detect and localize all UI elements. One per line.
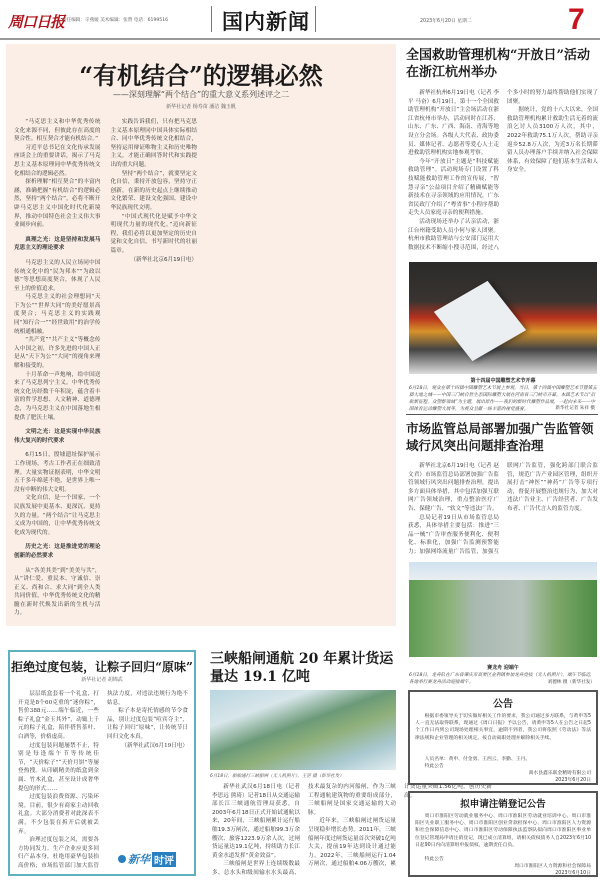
paragraph: 过度包装浪费资源、污染环境。目前，很少有商家主动回收礼盒。大部分消费者对此深表不满，不少包装在拆开后就被丢弃。 [18, 794, 99, 835]
main-article-title: “有机结合”的逻辑必然 [79, 61, 323, 90]
deregistration-notice-date: 2023年6月10日 [555, 871, 591, 876]
market-title: 市场监管总局部署加强广告监管领域行风突出问题排查治理 [406, 421, 594, 453]
main-article-body [14, 118, 390, 620]
paragraph: （新华社武汉6月19日电） [121, 742, 188, 749]
paragraph: （新华社北京6月19日电） [130, 256, 197, 263]
paragraph: 治理过度包装之风，需要各方协同发力。生产企业应更多回归产品本身，杜绝用豪华包装抬高价格；市场监管部门加大监管执法力度，对违法违规行为绝不姑息。 [18, 691, 188, 869]
paragraph: 周口市淮阳区劳动就业服务中心、周口市淮阳区劳动就业培训中心、周口市淮阳区失业职工服务中心、周口市淮阳区创业贷款担保中心、周口市淮阳区人力资源和社会保障信息中心、周口市淮阳区劳动保障执法监察队拟向周口市淮阳区事业单位登记管理局申请注销登记，现已成立清算组，请相关债权债务人自2023年6月10日起90日内向清算组申报债权，逾期责任自负。 [415, 814, 591, 848]
dragon-boat-photo-title: 赛龙舟 迎端午 [487, 665, 519, 671]
paragraph: 6月15日，殷墟遗址保护展示工作现场，考古工作者正在细致清理。大量实物证据表明，中华文明五千多年绵延不绝，是世界上唯一没有中断的伟大文明。 [14, 452, 101, 493]
paragraph: 近年来，三峡船闸过闸货运量呈现稳步增长态势。2011年，三峡船闸年度过闸货运量首次突破1亿吨大关，提前19年达到设计通过能力。2022年，三峡船闸运行1.04万闸次，通过船舶4.06万艘次，累计货运量突破1.56亿吨，创历史新高。 [308, 784, 492, 868]
sculpture-photo-caption: 6月18日，观众在第十四届中国雕塑艺术节展上参观。当日，第十四届中国雕塑艺术节暨第五届大地之城——中国三门峡自然生态国际雕塑大展在河南省三门峡市开幕。本届艺术节以“启航新征程，众塑新领域”为主题，展出原作——我们的新时代雕塑作品展，一起向未来——中国体育运动雕塑大展等，为观众呈献一场丰富的视觉盛宴。 [409, 386, 597, 412]
paragraph: “中国式现代化是赋予中华文明现代力量的现代化。”迈向新征程，我们必将以更加坚定的历史自觉和文化自信，书写新时代的壮丽篇章。 [110, 213, 197, 254]
notice-date: 2023年6月20日 [555, 778, 591, 783]
paragraph: 真理之光：这是坚持和发展马克思主义的理论要求 [14, 236, 101, 252]
paragraph: 坚持“两个结合”，就要坚定文化自信，秉持开放包容，坚持守正创新，在新的历史起点上继续推动文化繁荣、建设文化强国、建设中华民族现代文明。 [110, 170, 197, 211]
sculpture-photo-title: 第十四届中国雕塑艺术节开幕 [470, 378, 536, 384]
masthead-rule [0, 38, 600, 40]
sculpture-photo [409, 262, 597, 374]
section-divider-right [315, 6, 316, 32]
paragraph: 粽子本是寄托情感的节令食品，别让过度包装“喧宾夺主”，让粽子回归“原味”，让传统节日回归文化本真。 [107, 708, 188, 740]
packaging-title: 拒绝过度包装，让粽子回归“原味” [11, 660, 193, 674]
notice-title: 公告 [493, 699, 513, 710]
notice-box [408, 690, 598, 785]
section-title: 国内新闻 [222, 9, 310, 34]
right-divider [406, 414, 598, 415]
dragon-boat-photo [409, 562, 597, 657]
paragraph: 今年“开放日”主题是“科技赋能救助管理”。活动现场专门设置了科技赋能救助管理工作的宣传展，“智慧寻亲”公益项目介绍了精确赋能等新技术在寻亲领域的应用情况，广东省民政厅介绍了“粤省事”小程序帮助走失人员家庭寻亲的便利措施。 [408, 158, 499, 217]
paragraph: 新华社北京6月19日电（记者 赵文君）市场监管总局部署加强广告监管领域行风突出问题排查治理，提出多方面具体举措，其中包括加强互联网广告领域治理，重点整治医疗广告、保健广告、“软文”等违法广告。 [408, 463, 499, 512]
paragraph: 根据市委领导关于切实做好相关工作的要求，我公司通过多方联系，与黄申等5人一直无法取得联系，现通过《周口日报》予以公告，请黄申等5人在公告之日起5个工作日内到公司现场处理相关事宜，逾期不到者，我公司将依照《劳动法》等法律法规和企业管理的相关规定，按自动离职处理并解除相关手续。 [415, 714, 591, 741]
paragraph: “马克思主义和中华优秀传统文化来源不同，但彼此存在高度的契合性。相互契合才能有机结合。” [14, 119, 101, 143]
paragraph: 总局记者19日从市场监管总局获悉，具体举措主要包括：推进“三品一械”广告审查服务便利化、便利化、标准化，加强广告监测预警能力；加强网络流量广告监管，加强互联网广告监管，强化跨部门联合监管，规范广告产业园区管理，组织开展打击“神医”“神药”广告等专项行动，督促开展整治违规行为，加大对违法广告业主、广告经营者、广告发布者、广告代言人的监管力度。 [408, 463, 598, 555]
paragraph: 从“各美其美”到“美美与共”，从“讲仁爱、重民本、守诚信、崇正义、尚和合、求大同”到全人类共同价值，中华优秀传统文化的精髓在新时代焕发出新的生机与活力。 [14, 567, 101, 617]
paragraph: 据统计，党的十八大以来，全国救助管理机构累计救助生活无着的流浪乞讨人员3100万人次，其中，2022年救助75.1万人次，帮助寻亲返乡52.8万人次，为近3万名长期滞留人员办理落户手续并纳入社会保障体系，有效保障了他们基本生活和人身安全。 [507, 107, 598, 174]
deregistration-notice-signer: 周口市淮阳区人力资源和社会保障局 [514, 864, 591, 869]
paragraph: 新华社武汉6月18日电（记者 李思远 熊琦）记者18日从交通运输部长江三峡通航管理局获悉，自2003年6月18日正式开始试通航以来，20年间，三峡船闸累计运行船舶19.3万闸次，通过船舶99.3万余艘次、旅客1223.9万余人次，过闸货运量达19.1亿吨，持续助力长江黄金水道发挥“黄金效益”。 [212, 784, 300, 859]
xinhua-logo-text: 新华 [128, 853, 150, 866]
paragraph: 探析理解“相互契合”的丰富内涵，准确把握“有机结合”的逻辑必然，坚持“两个结合”，必将不断开辟马克思主义中国化时代化新境界，推动中国特色社会主义伟大事业阔步向前。 [14, 179, 101, 229]
packaging-byline: 新华社记者 胡锦武 [81, 677, 123, 683]
xinhua-commentary-logo [118, 851, 176, 867]
paragraph: 活动现场还举办了认亲活动，浙江台州籍受助人员小何与家人团聚。杭州市救助管理站与公安部门运用大数据技术不断缩小搜寻范围，经过八个多小时的努力最终帮助他们实现了团聚。 [408, 90, 598, 251]
market-body [408, 462, 598, 558]
notice-names: 人员名单：黄申、付金勇、王西云、李勤、王丹。 [424, 757, 531, 762]
notice-closing: 特此公告 [424, 764, 444, 769]
sculpture-cube [434, 281, 526, 361]
dragon-boat-credit: 刘德林 摄（新华社发） [547, 680, 595, 685]
three-gorges-caption: 6月18日，船舶通行三峡船闸（无人机照片）。王罡 摄（新华社发） [210, 774, 344, 779]
notice-body [415, 713, 591, 756]
deregistration-notice-body [415, 813, 591, 856]
main-article [6, 44, 396, 626]
paragraph: 马克思主义的社会理想同“天下为公”“世界大同”的美好愿景高度契合；马克思主义的实践观同“知行合一”“经世致用”的治学传统相通相融。 [14, 294, 101, 335]
dragon-boat-caption: 6月18日，龙舟队在广东省肇庆市高要区金利镇参加龙舟竞技（无人机照片）。端午节临近，各地举行赛龙舟活动迎接端午。 [409, 673, 595, 685]
paragraph: 实践告诉我们，只有把马克思主义基本原理同中国具体实际相结合、同中华优秀传统文化相结合，坚持运用辩证唯物主义和历史唯物主义，才能正确回答时代和实践提出的重大问题。 [110, 119, 197, 168]
paragraph: 文化自信，是一个国家、一个民族发展中更基本、更深沉、更持久的力量。“两个结合”让马克思主义成为中国的，让中华优秀传统文化成为现代的。 [14, 495, 101, 536]
packaging-commentary-box [8, 650, 196, 876]
main-article-subtitle: ——深刻理解“两个结合”的重大意义系列述评之二 [112, 90, 290, 99]
sculpture-photo-credit: 新华社记者 朱祥 摄 [555, 406, 595, 411]
deregistration-notice-box [408, 791, 598, 877]
three-gorges-photo [210, 690, 396, 770]
page-number: 7 [568, 3, 585, 36]
issue-date: 2023年6月20日 星期二 [420, 19, 472, 24]
xinhua-globe-icon [118, 855, 126, 863]
paragraph: 马克思主义的人民立场同中国传统文化中的“民为邦本”“为政以德”等思想高度契合，体现了人民至上的价值追求。 [14, 259, 101, 292]
editor-info: 责任编辑：辛燕媛 美术编辑：张赞 电话：6199516 [62, 18, 169, 23]
photo-sky [409, 562, 597, 580]
notice-signer: 商水县鑫乐联金精铸有限公司 [528, 771, 591, 776]
paragraph: 文明之光：这是实现中华民族伟大复兴的时代要求 [14, 429, 101, 444]
paragraph: 习近平总书记在文化传承发展座谈会上的重要讲话，揭示了马克思主义基本原理同中华优秀传统文化相结合的逻辑必然。 [14, 144, 101, 177]
rescue-body [408, 89, 598, 257]
three-gorges-title: 三峡船闸通航 20 年累计货运量达 19.1 亿吨 [210, 651, 394, 685]
deregistration-notice-title: 拟申请注销登记公告 [460, 799, 546, 810]
main-article-byline: 新华社记者 杨寿苗 潘洁 魏玉帆 [166, 104, 236, 110]
paragraph: 层层纸盒套着一个礼盒，打开竟是8个60克重的“迷你粽”，售价388元……端午临近，一些粽子礼盒“金玉其外”，动辄上千元的粽子礼盒，陪伴搭售茶叶、白酒等，价格虚高。 [18, 691, 99, 740]
paragraph: 历史之光：这是推进党的理论创新的必然要求 [14, 544, 101, 559]
paragraph: 十月革命一声炮响，给中国送来了马克思列宁主义。中华优秀传统文化历经数千年积淀，蕴含着丰富的哲学思想、人文精神、道德理念，为马克思主义在中国落地生根提供了肥沃土壤。 [14, 371, 101, 421]
paragraph: “共产党”“共产主义”等概念传入中国之初，许多先进的中国人正是从“天下为公”“大同”的视角来理解和接受的。 [14, 337, 101, 370]
deregistration-notice-closing: 特此公告 [424, 857, 444, 862]
section-divider-left [211, 6, 212, 32]
paragraph: 新华社杭州6月19日电（记者 李平 马奋）6月19日，第十一个全国救助管理机构“开放日”主会场活动在浙江省杭州市举办，活动同时在江苏、山东、广东、广西、海南、青海等地设立分会场。各级人大代表、政协委员、媒体记者、志愿者等爱心人士走进救助管理机构实地参观考察。 [408, 90, 499, 157]
paragraph: 三峡船闸是世界上连续级数最多、总水头和级间输水水头最高、技术最复杂的内河船闸，作为三峡工程通航建筑物的重要组成部分，三峡船闸是国家交通运输的大动脉。 [212, 784, 396, 876]
newspaper-logo: 周口日报 [8, 13, 65, 31]
rescue-title: 全国救助管理机构“开放日”活动在浙江杭州举办 [406, 48, 590, 80]
paragraph: 过度包装问题屡禁不止，特别是每逢端午节等传统佳节，“天价粽子”“天价月饼”等屡登热搜。从印刷精美的纸盒到金属、竹木礼盒，甚至设计成奢华提包的形式…… [18, 742, 99, 792]
packaging-body [18, 690, 188, 872]
commentary-logo-text: 时评 [152, 852, 176, 867]
